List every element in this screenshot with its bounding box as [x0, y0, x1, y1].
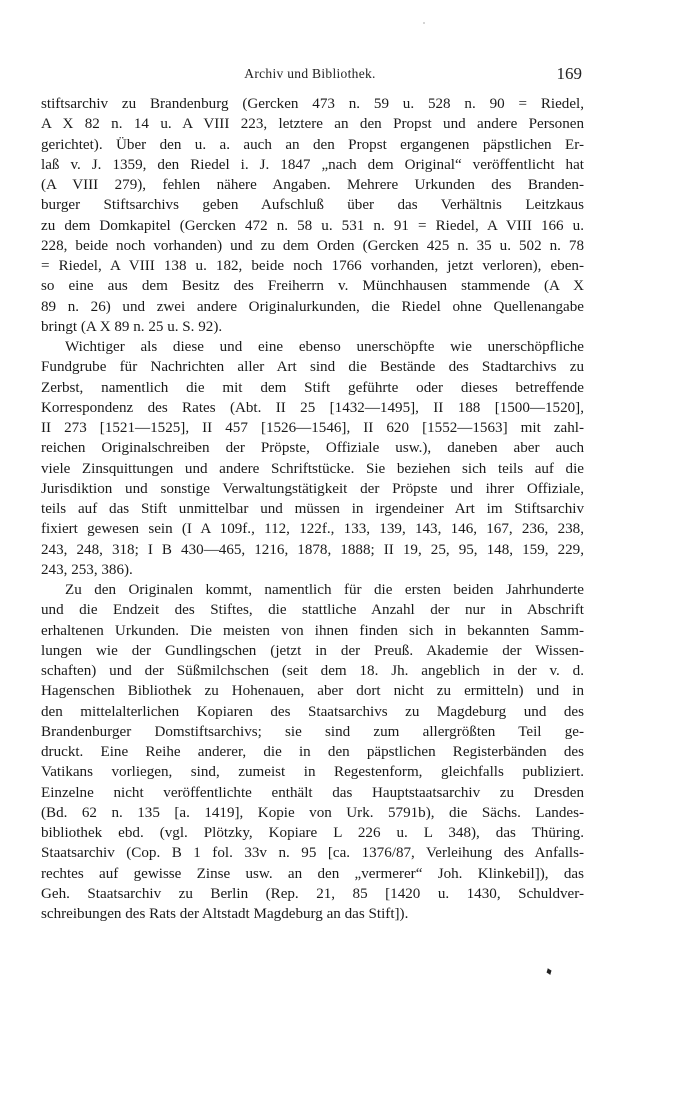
page-number: 169 [556, 64, 582, 83]
paragraph-end-line: bringt (A X 89 n. 25 u. S. 92). [41, 318, 223, 335]
text-line: Staatsarchiv (Cop. B 1 fol. 33v n. 95 [ca. 1376/87, Verleihung des Anfalls- [41, 845, 584, 862]
text-line: Vatikans vorliegen, sind, zumeist in Regestenform, gleichfalls publiziert. [41, 764, 584, 781]
text-line: und die Endzeit des Stiftes, die stattliche Anzahl der nur in Abschrift [41, 602, 584, 619]
running-head [0, 66, 700, 88]
text-line: 228, beide noch vorhanden) und zu dem Orden (Gercken 425 n. 35 u. 502 n. 78 [41, 237, 584, 254]
text-line: (A VIII 279), fehlen nähere Angaben. Mehrere Urkunden des Branden- [41, 177, 584, 193]
body-text [41, 94, 584, 924]
text-line: viele Zinsquittungen und andere Schriftstücke. Sie beziehen sich teils auf die [41, 460, 584, 477]
text-line: druckt. Eine Reihe anderer, die in den päpstlichen Registerbänden des [41, 744, 584, 760]
text-line: stiftsarchiv zu Brandenburg (Gercken 473 n. 59 u. 528 n. 90 = Riedel, [41, 96, 584, 112]
text-line: Jurisdiktion und sonstige Verwaltungstätigkeit der Pröpste und ihrer Offiziale, [41, 480, 584, 497]
text-line: Korrespondenz des Rates (Abt. II 25 [1432—1495], II 188 [1500—1520], [41, 399, 584, 416]
text-line: 243, 248, 318; I B 430—465, 1216, 1878, 1888; II 19, 25, 95, 148, 159, 229, [41, 541, 584, 558]
text-line: reichen Originalschreiben der Pröpste, Offiziale usw.), daneben aber auch [41, 440, 584, 457]
text-line: bibliothek ebd. (vgl. Plötzky, Kopiare L 226 u. L 348), das Thüring. [41, 825, 584, 841]
text-line: = Riedel, A VIII 138 u. 182, beide noch 1766 vorhanden, jetzt verloren), eben- [41, 258, 584, 274]
text-line: Geh. Staatsarchiv zu Berlin (Rep. 21, 85 [1420 u. 1430, Schuldver- [41, 885, 584, 902]
running-title: Archiv und Bibliothek. [244, 66, 376, 81]
paragraph-first-line: Wichtiger als diese und eine ebenso unerschöpfte wie unerschöpfliche [65, 339, 584, 355]
text-line: (Bd. 62 n. 135 [a. 1419], Kopie von Urk. 5791b), die Sächs. Landes- [41, 804, 584, 821]
text-line: burger Stiftsarchivs geben Aufschluß über das Verhältnis Leitzkaus [41, 197, 584, 214]
text-line: teils auf das Stift unmittelbar und müssen in irgendeiner Art im Stiftsarchiv [41, 501, 584, 517]
text-line: Zerbst, namentlich die mit dem Stift geführte oder dieses betreffende [41, 379, 584, 396]
text-line: zu dem Domkapitel (Gercken 472 n. 58 u. 531 n. 91 = Riedel, A VIII 166 u. [41, 217, 584, 234]
text-line: erhaltenen Urkunden. Die meisten von ihnen finden sich in bekannten Samm- [41, 622, 584, 639]
paragraph-end-line: 243, 253, 386). [41, 561, 133, 578]
text-line: 89 n. 26) und zwei andere Originalurkunden, die Riedel ohne Quellenangabe [41, 298, 584, 315]
text-line: Fundgrube für Nachrichten aller Art sind die Bestände des Stadtarchivs zu [41, 359, 584, 376]
text-line: Einzelne nicht veröffentlichte enthält das Hauptstaatsarchiv zu Dresden [41, 784, 584, 801]
text-line: laß v. J. 1359, den Riedel i. J. 1847 „nach dem Original“ veröffentlicht hat [41, 156, 584, 173]
text-line: lungen wie der Gundlingschen (jetzt in der Preuß. Akademie der Wissen- [41, 642, 584, 659]
text-line: den mittelalterlichen Kopiaren des Staatsarchivs zu Magdeburg und des [41, 703, 584, 720]
paper-speck [423, 22, 425, 24]
paragraph-first-line: Zu den Originalen kommt, namentlich für die ersten beiden Jahrhunderte [65, 582, 584, 598]
text-line: II 273 [1521—1525], II 457 [1526—1546], II 620 [1552—1563] mit zahl- [41, 420, 584, 436]
text-line: schaften) und der Süßmilchschen (seit dem 18. Jh. angeblich in der v. d. [41, 663, 584, 679]
text-line: A X 82 n. 14 u. A VIII 223, letztere an den Propst und andere Personen [41, 116, 584, 133]
text-line: fixiert gewesen sein (I A 109f., 112, 122f., 133, 139, 143, 146, 167, 236, 238, [41, 521, 584, 538]
text-line: Brandenburger Domstiftsarchivs; sie sind zum allergrößten Teil ge- [41, 723, 584, 740]
ink-mark: ♦ [543, 963, 555, 979]
text-line: so eine aus dem Besitz des Freiherrn v. Münchhausen stammende (A X [41, 278, 584, 295]
text-line: Hagenschen Bibliothek zu Hohenauen, aber dort nicht zu ermitteln) und in [41, 683, 584, 700]
paragraph-end-line: schreibungen des Rats der Altstadt Magdeburg an das Stift]). [41, 906, 409, 922]
text-line: rechtes auf gewisse Zinse usw. an den „vermerer“ Joh. Klinkebil]), das [41, 865, 584, 882]
text-line: gerichtet). Über den u. a. auch an den Propst ergangenen päpstlichen Er- [41, 136, 584, 153]
